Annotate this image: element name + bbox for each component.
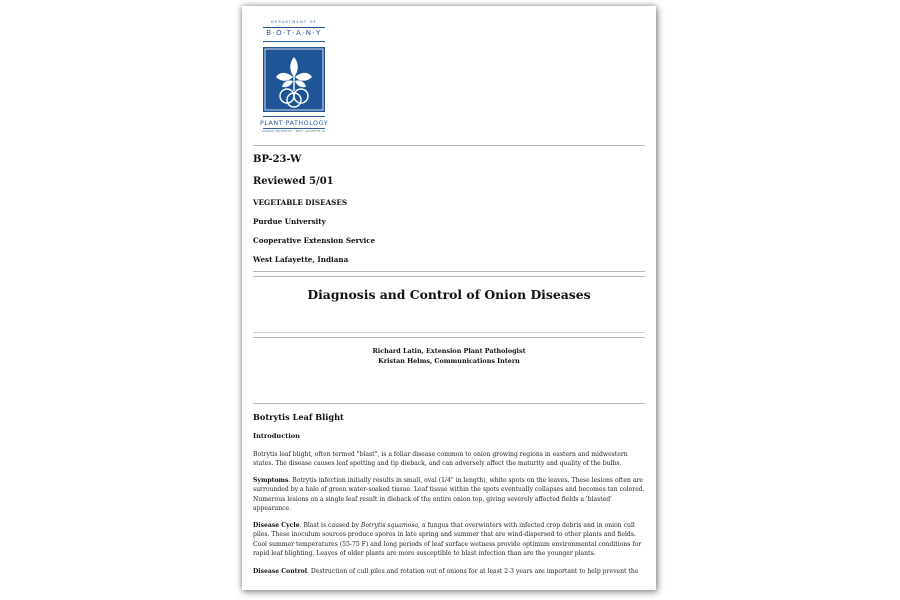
disease-cycle-text: . Blast is caused by [299, 522, 361, 529]
divider [253, 145, 645, 146]
author-1: Richard Latin, Extension Plant Pathologist [372, 347, 526, 355]
university-name: Purdue University [253, 217, 326, 226]
logo-rule [263, 116, 325, 117]
divider [253, 337, 645, 338]
logo-rule [263, 128, 325, 129]
page-title: Diagnosis and Control of Onion Diseases [307, 287, 591, 302]
logo-rule [263, 41, 325, 42]
disease-cycle-label: Disease Cycle [253, 522, 300, 529]
divider [253, 332, 645, 333]
disease-control-text: . Destruction of cull piles and rotation out of onions for at least 2-3 years are important to help prevent the [307, 568, 639, 575]
divider [253, 271, 645, 272]
divider [253, 403, 645, 404]
introduction-paragraph: Botrytis leaf blight, often termed "blast", is a foliar disease common to onion growing regions in eastern and midwestern states. The disease causes leaf spotting and tip dieback, and can adversely affect the maturity and quality of the bulbs. [253, 451, 628, 468]
plant-emblem-icon [263, 47, 325, 112]
logo-rule [263, 27, 325, 28]
extension-service: Cooperative Extension Service [253, 236, 376, 245]
disease-cycle-text-cont: , a fungus that overwinters with infected crop debris and in onion cull piles. These inoculum sources produce spores in late spring and summer that are wind-dispersed to other plants and fields. Cool summer temperatures (55-75 F) and long periods of leaf surface wetness provide optimum environmental conditions for rapid leaf blighting. Leaves of older plants are more susceptible to blast infection than are the younger plants. [253, 522, 642, 558]
document-page [242, 6, 656, 590]
disease-control-label: Disease Control [253, 568, 308, 575]
location: West Lafayette, Indiana [253, 255, 349, 264]
divider [253, 276, 645, 277]
logo-emblem [263, 47, 325, 112]
department-logo [260, 20, 328, 140]
symptoms-paragraph [253, 476, 645, 514]
publication-code: BP-23-W [253, 154, 302, 165]
review-date: Reviewed 5/01 [253, 176, 334, 187]
logo-department-text: DEPARTMENT OF [271, 20, 317, 24]
symptoms-label: Symptoms [253, 477, 289, 484]
introduction-heading: Introduction [253, 432, 300, 440]
section-heading: Botrytis Leaf Blight [253, 412, 344, 422]
logo-university-text: PURDUE UNIVERSITY · WEST LAFAYETTE, IN [262, 130, 326, 133]
logo-botany-text: B·O·T·A·N·Y [266, 29, 322, 37]
logo-plant-pathology-text: PLANT·PATHOLOGY [260, 119, 329, 127]
symptoms-text: . Botrytis infection initially results in small, oval (1/4" in length), white spots on the leaves. These lesions often are surrounded by a halo of green water-soaked tissue. Leaf tissue within the spots eventually collapses and becomes tan colored. Numerous lesions on a single leaf result in dieback of the entire onion top, giving severely affected fields a 'blasted' appearance. [253, 477, 645, 513]
category-label: VEGETABLE DISEASES [253, 198, 348, 207]
pathogen-name: Botrytis squamosa [360, 522, 419, 529]
disease-cycle-paragraph [253, 521, 645, 559]
disease-control-paragraph [253, 567, 645, 576]
author-2: Kristan Helms, Communications Intern [378, 357, 520, 365]
